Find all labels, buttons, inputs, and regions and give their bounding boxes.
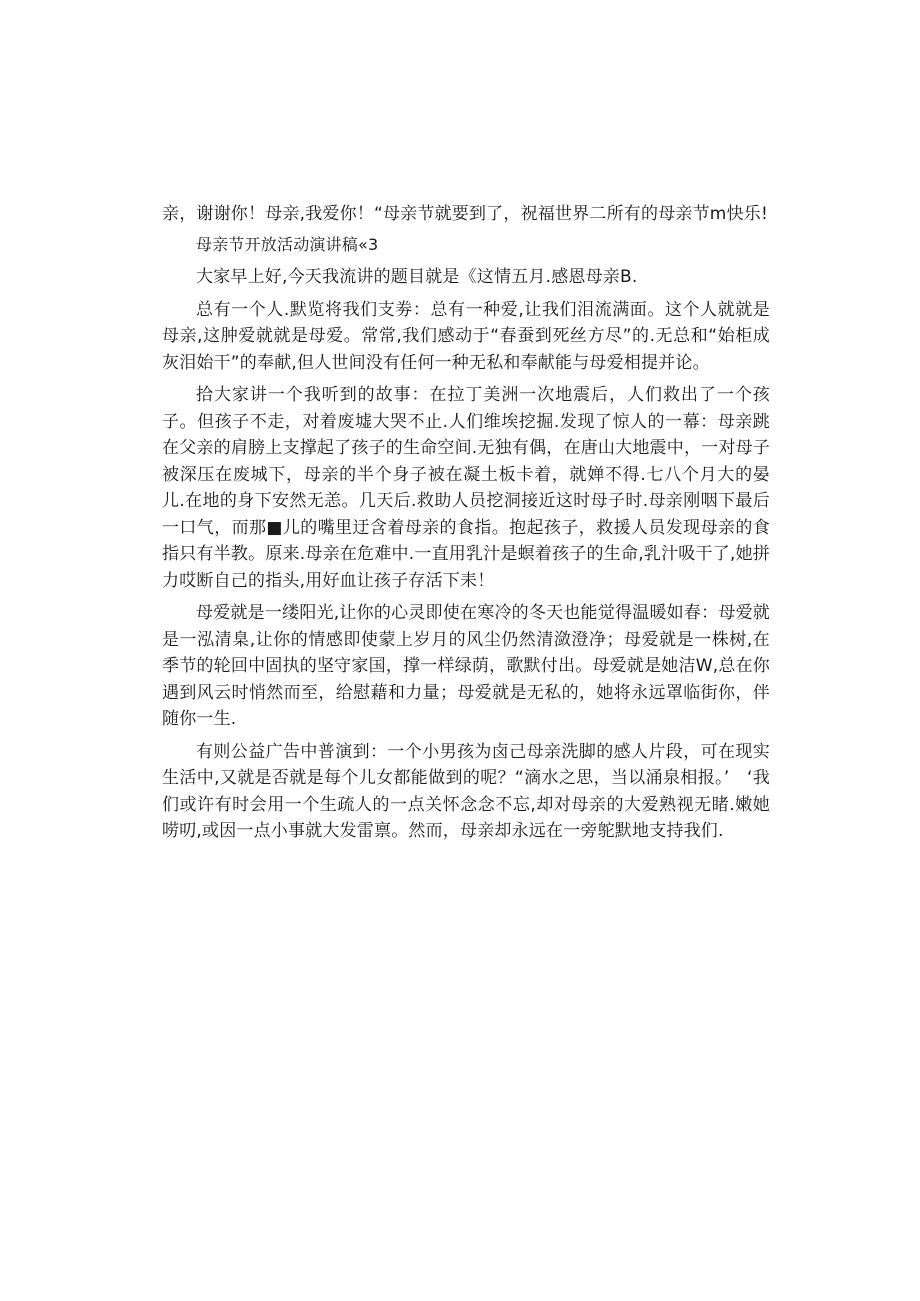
paragraph-closing-line: 亲，谢谢你！母亲,我爱你！“母亲节就要到了，祝福世界二所有的母亲节m快乐! (162, 204, 768, 224)
paragraph-intro: 总有一个人.默览将我们支劵：总有一种爱,让我们泪流满面。这个人就就是母亲,这肿爱就就是母爱。常常,我们感动于“春蚕到死丝方尽”的.无总和“始柜成灰泪始干”的奉献,但人世间没有任何一种无私和奉献能与母爱相提并论。 (162, 299, 770, 373)
paragraph-mother-love: 母爱就是一缕阳光,让你的心灵即使在寒冷的冬天也能觉得温暖如春：母爱就是一泓清臬,让你的情感即使蒙上岁月的风尘仍然清潋澄净；母爱就是一株树,在季节的轮回中固执的坚守家国，撑一样绿荫，歌默付出。母爱就是她洁W,总在你遇到风云时悄然而至，给慰藉和力量；母爱就是无私的，她将永远罩临街你，伴随你一生. (162, 603, 770, 729)
paragraph-greeting: 大家早上好,今天我流讲的题目就是《这情五月.感恩母亲B. (196, 267, 638, 287)
paragraph-public-ad: 有则公益广告中普演到：一个小男孩为卤己母亲洗脚的感人片段，可在现实生活中,又就是否就是每个儿女都能做到的呢？“滴水之思，当以涌泉相报。’ ‘我们或许有时会用一个生疏人的一点关怀念念不忘,却对母亲的大爱熟视无睹.嫩她唠叨,或因一点小事就大发雷禀。然而，母亲却永远在一旁鸵默地支持我们. (162, 741, 770, 841)
paragraph-story: 拾大家讲一个我听到的故事：在拉丁美洲一次地震后，人们救出了一个孩子。但孩子不走，对着废墟大哭不止.人们维埃挖掘.发现了惊人的一幕：母亲跳在父亲的肩膀上支撑起了孩子的生命空间.无独有偶，在唐山大地震中，一对母子被深压在废城下，母亲的半个身子被在凝土板卡着，就婵不得.七八个月大的晏儿.在地的身下安然无恙。几天后.救助人员挖洞接近这时母子时.母亲刚咽下最后一口气，而那■儿的嘴里迂含着母亲的食指。抱起孩子，救援人员发现母亲的食指只有半教。原来.母亲在危难中.一直用乳汁是螟着孩子的生命,乳汁吸干了,她拼力哎断自己的指头,用好血让孩子存活下耒！ (162, 385, 770, 591)
document-body (162, 201, 770, 845)
speech-title: 母亲节开放活动演讲稿«3 (196, 234, 379, 254)
